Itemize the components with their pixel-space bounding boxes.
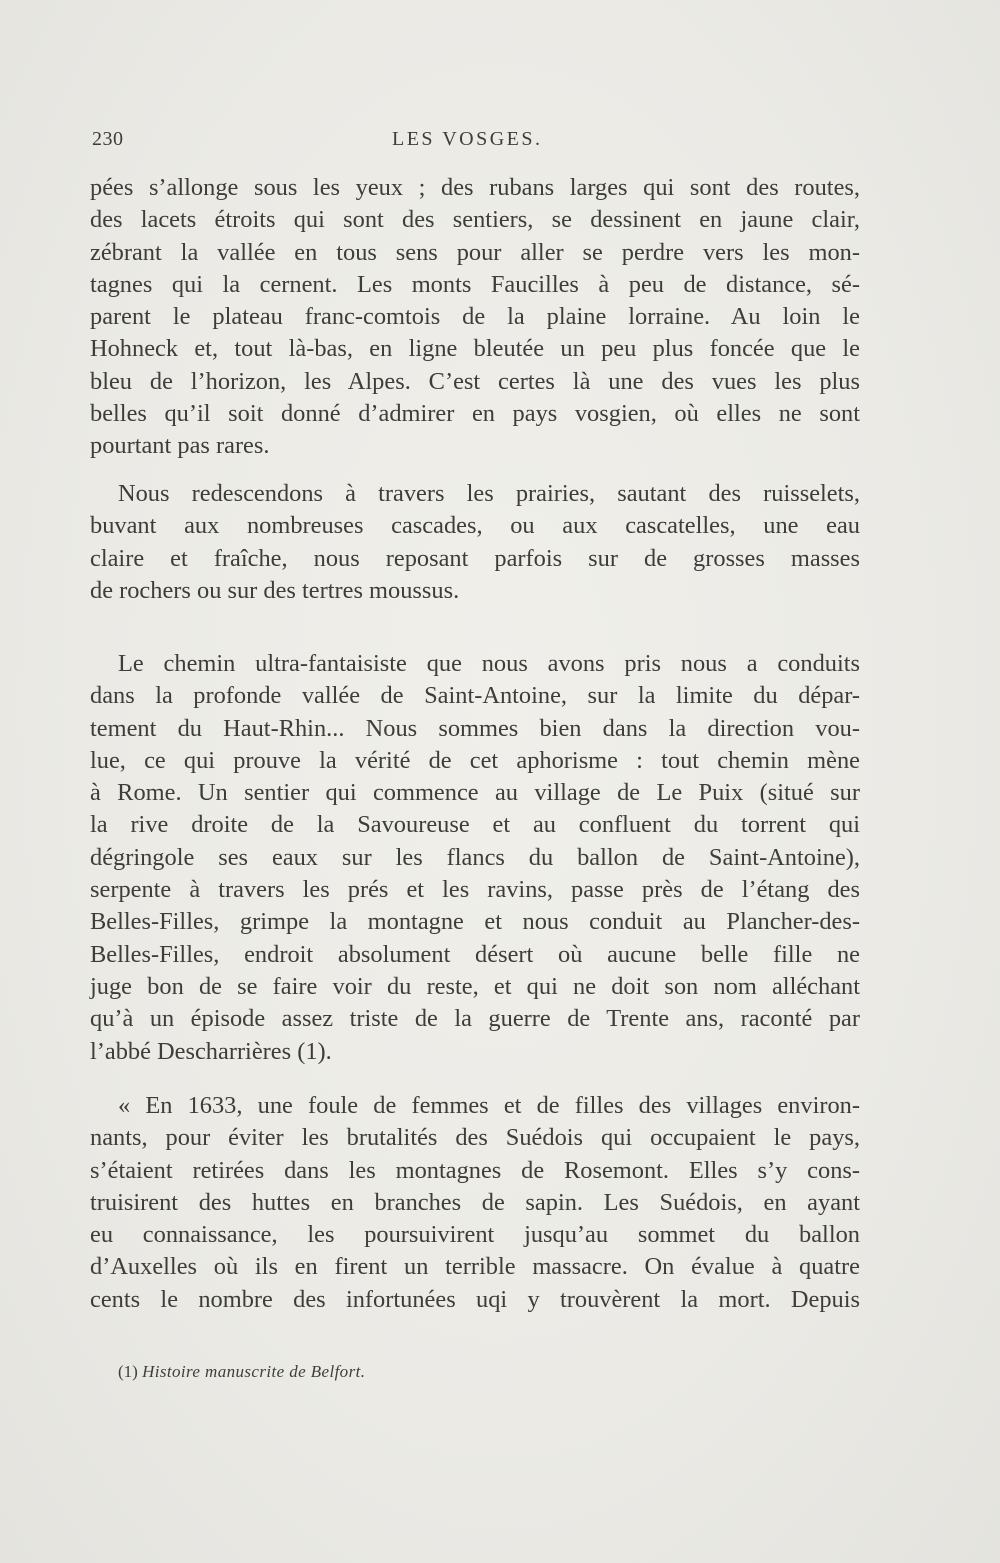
text-line: claire et fraîche, nous reposant parfois sur de grosses masses xyxy=(90,544,860,572)
text-line: de rochers ou sur des tertres moussus. xyxy=(90,576,460,604)
text-line: « En 1633, une foule de femmes et de filles des villages environ- xyxy=(118,1092,860,1119)
text-line: la rive droite de la Savoureuse et au confluent du torrent qui xyxy=(90,811,860,839)
text-line: dans la profonde vallée de Saint-Antoine, sur la limite du dépar- xyxy=(90,682,860,710)
paragraph-2 xyxy=(90,478,860,607)
footnote-text: Histoire manuscrite de Belfort. xyxy=(142,1362,366,1381)
footnote xyxy=(118,1362,365,1382)
text-line: des lacets étroits qui sont des sentiers, se dessinent en jaune clair, xyxy=(90,206,860,234)
text-line: buvant aux nombreuses cascades, ou aux cascatelles, une eau xyxy=(90,512,860,540)
text-line: Hohneck et, tout là-bas, en ligne bleutée un peu plus foncée que le xyxy=(90,335,860,363)
running-head xyxy=(92,128,860,158)
text-line: parent le plateau franc-comtois de la plaine lorraine. Au loin le xyxy=(90,303,860,331)
text-line: nants, pour éviter les brutalités des Suédois qui occupaient le pays, xyxy=(90,1124,860,1152)
text-line: s’étaient retirées dans les montagnes de Rosemont. Elles s’y cons- xyxy=(90,1156,860,1184)
text-line: serpente à travers les prés et les ravins, passe près de l’étang des xyxy=(90,876,860,904)
text-line: à Rome. Un sentier qui commence au village de Le Puix (situé sur xyxy=(90,779,860,807)
page-number: 230 xyxy=(92,128,124,150)
text-line: juge bon de se faire voir du reste, et qui ne doit son nom alléchant xyxy=(90,972,860,1000)
text-line: d’Auxelles où ils en firent un terrible massacre. On évalue à quatre xyxy=(90,1253,860,1281)
text-line: pées s’allonge sous les yeux ; des rubans larges qui sont des routes, xyxy=(90,174,860,201)
text-line: tagnes qui la cernent. Les monts Faucilles à peu de distance, sé- xyxy=(90,270,860,298)
running-title: LES VOSGES. xyxy=(392,128,543,150)
paragraph-3 xyxy=(90,648,860,1068)
text-line: dégringole ses eaux sur les flancs du ballon de Saint-Antoine), xyxy=(90,843,860,871)
text-line: Le chemin ultra-fantaisiste que nous avons pris nous a conduits xyxy=(118,650,860,677)
footnote-mark: (1) xyxy=(118,1362,138,1381)
text-line: lue, ce qui prouve la vérité de cet aphorisme : tout chemin mène xyxy=(90,746,860,774)
text-line: cents le nombre des infortunées uqi y trouvèrent la mort. Depuis xyxy=(90,1285,860,1313)
text-line: truisirent des huttes en branches de sapin. Les Suédois, en ayant xyxy=(90,1188,860,1216)
text-line: belles qu’il soit donné d’admirer en pays vosgien, où elles ne sont xyxy=(90,400,860,428)
text-line: bleu de l’horizon, les Alpes. C’est certes là une des vues les plus xyxy=(90,367,860,395)
text-line: Belles-Filles, grimpe la montagne et nous conduit au Plancher-des- xyxy=(90,908,860,936)
text-line: eu connaissance, les poursuivirent jusqu’au sommet du ballon xyxy=(90,1221,860,1249)
text-line: Belles-Filles, endroit absolument désert où aucune belle fille ne xyxy=(90,940,860,968)
text-line: tement du Haut-Rhin... Nous sommes bien dans la direction vou- xyxy=(90,714,860,742)
text-line: pourtant pas rares. xyxy=(90,432,270,460)
paragraph-4 xyxy=(90,1090,860,1316)
paragraph-1 xyxy=(90,172,860,463)
text-line: qu’à un épisode assez triste de la guerre de Trente ans, raconté par xyxy=(90,1005,860,1033)
text-line: Nous redescendons à travers les prairies, sautant des ruisselets, xyxy=(118,480,860,507)
text-line: l’abbé Descharrières (1). xyxy=(90,1037,332,1065)
text-line: zébrant la vallée en tous sens pour aller se perdre vers les mon- xyxy=(90,238,860,266)
